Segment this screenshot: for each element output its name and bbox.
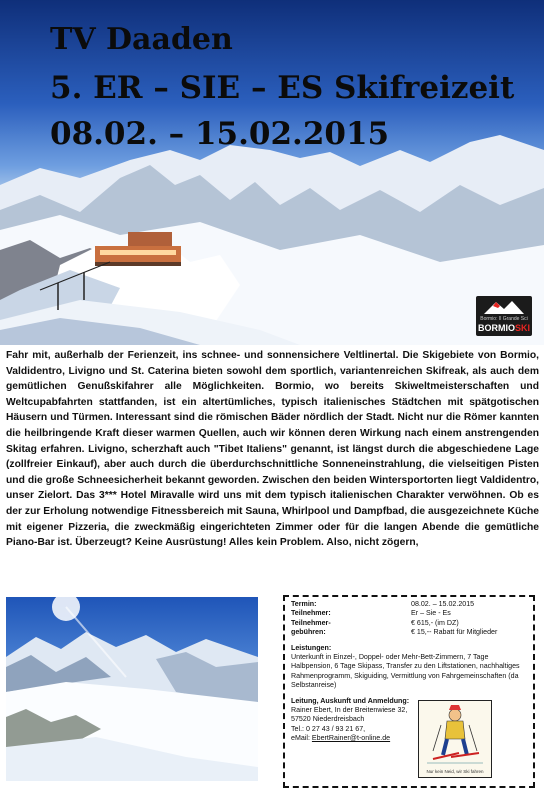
contact-heading: Leitung, Auskunft und Anmeldung: [291,696,410,705]
title-event: 5. ER – SIE – ES Skifreizeit [50,70,515,106]
info-box [283,595,535,788]
contact-line: 57520 Niederdreisbach [291,715,365,724]
cartoon-card [418,700,492,778]
info-row-participants [291,609,527,618]
info-label: Termin: [291,600,317,608]
logo-brand-main: BORMIO [477,323,515,333]
info-label: Teilnehmer: [291,609,331,618]
info-row-fee [291,619,527,628]
lodge-upper [128,232,172,248]
logo-tagline: Bormio: Il Grande Sci [480,316,528,322]
info-value: Er – Sie - Es [411,609,451,618]
cartoon-caption: Nur kein Neid, wir Ski fahren [426,769,484,774]
info-row-discount [291,628,527,637]
contact-line: Rainer Ebert, In der Breitenwiese 32, [291,706,408,715]
title-club: TV Daaden [50,22,233,57]
description-text: Fahr mit, außerhalb der Ferienzeit, ins schnee- und sonnensichere Veltlinertal. Die Skigebiete von Bormio, Valdidentro, Livigno und St. Caterina bieten sowohl dem sportlich, variantenreichen Skifreak, als auch dem gemütlichen Genußskifahrer alle Möglichkeiten. Bormio, wo bereits Skiweltmeisterschaften und Weltcupabfahrten stattfanden, ist ein altertümliches, typisch italienisches Städtchen mit spätgotischen Häusern und Türmen. Interessant sind die römischen Bäder nördlich der Stadt. Nicht nur die Römer kannten die heilbringende Kraft dieser warmen Quellen, auch wir können deren Wirkung nach einem anstrengenden Skitag erfahren. Livigno, scherzhaft auch "Tibet Italiens" genannt, ist längst durch die abgeschiedene Lage (zollfreier Einkauf), aber auch durch die überdurchschnittliche Sonneneinstrahlung, die vielseitigen Pisten und die große Schneesicherheit bekannt geworden. Zwischen den beiden Wintersportorten liegt Valdidentro, unser Zielort. Das 3*** Hotel Miravalle wird uns mit dem typisch italienischen Charakter verwöhnen. Ob es der zur Erholung notwendige Fitnessbereich mit Sauna, Whirlpool und Dampfbad, die ausgezeichnete Küche mit eigener Pizzeria, die zweckmäßig eingerichteten Zimmer oder für die langen Abende die gemütliche Piano-Bar ist. Überzeugt? Keine Ausrüstung! Alles kein Problem. Also, nicht zögern, [6,350,539,549]
info-value: € 615,- (im DZ) [411,618,459,627]
services-heading: Leistungen: [291,643,332,652]
hero-photo [0,0,544,345]
ski-slope-photo [6,597,258,781]
info-value: € 15,-- Rabatt für Mitglieder [411,628,498,637]
lodge-windows [100,250,176,255]
info-label: gebühren: [291,628,326,637]
ski-slope-scene [6,597,258,781]
skier-cartoon-icon [419,701,491,765]
info-row-date [291,600,527,609]
mountain-logo-icon [476,299,532,315]
info-value: 08.02. – 15.02.2015 [411,600,475,608]
bormio-ski-logo [476,296,532,336]
services-text: Unterkunft in Einzel-, Doppel- oder Mehr-Bett-Zimmern, 7 Tage Halbpension, 6 Tage Skipass, Transfer zu den Liftstationen, nachhaltiges Rahmenprogramm, Skiguiding, Vermittlung von Fahrgemeinschaften (da Selbstanreise) [291,653,520,690]
contact-line: Tel.: 0 27 43 / 93 21 67, [291,724,366,733]
logo-brand-accent: SKI [514,323,530,333]
email-label: eMail: [291,734,310,743]
logo-brand [476,323,532,333]
info-label: Teilnehmer- [291,618,331,627]
email-link[interactable]: EbertRainer@t-online.de [311,734,391,743]
title-dates: 08.02. – 15.02.2015 [50,116,390,152]
